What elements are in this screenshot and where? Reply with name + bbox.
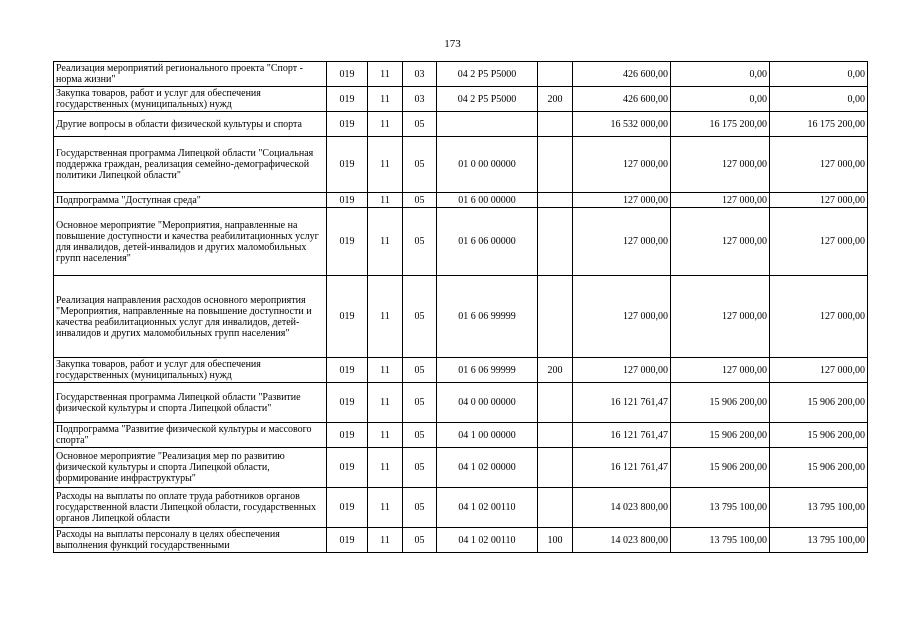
table-row [54,448,868,488]
row-sum-year1-cell: 426 600,00 [573,87,671,112]
row-name-cell: Основное мероприятие "Мероприятия, направленные на повышение доступности и качества реабилитационных услуг для инвалидов, детей-инвалидов и других маломобильных групп населения" [54,208,327,276]
row-target-article-cell [437,112,538,137]
row-sum-year2-cell: 15 906 200,00 [671,423,770,448]
row-target-article-cell: 04 1 02 00000 [437,448,538,488]
row-sum-year2-cell: 0,00 [671,87,770,112]
row-name-cell: Расходы на выплаты по оплате труда работников органов государственной власти Липецкой области, государственных органов Липецкой области [54,488,327,528]
row-target-article-cell: 04 2 P5 P5000 [437,62,538,87]
row-name-cell: Государственная программа Липецкой области "Развитие физической культуры и спорта Липецкой области" [54,383,327,423]
row-sum-year3-cell: 127 000,00 [770,193,868,208]
row-target-article-cell: 04 1 00 00000 [437,423,538,448]
row-subsection-cell: 05 [403,193,437,208]
row-grbs-cell: 019 [327,62,368,87]
row-expense-type-cell [538,112,573,137]
row-sum-year2-cell: 13 795 100,00 [671,488,770,528]
row-subsection-cell: 05 [403,112,437,137]
row-sum-year3-cell: 127 000,00 [770,137,868,193]
row-grbs-cell: 019 [327,276,368,358]
row-subsection-cell: 05 [403,208,437,276]
row-sum-year3-cell: 127 000,00 [770,358,868,383]
row-sum-year3-cell: 15 906 200,00 [770,448,868,488]
row-sum-year1-cell: 14 023 800,00 [573,488,671,528]
row-section-cell: 11 [368,448,403,488]
row-sum-year1-cell: 16 121 761,47 [573,423,671,448]
table-row [54,423,868,448]
row-sum-year1-cell: 127 000,00 [573,276,671,358]
row-sum-year1-cell: 127 000,00 [573,193,671,208]
row-grbs-cell: 019 [327,137,368,193]
row-name-cell: Закупка товаров, работ и услуг для обеспечения государственных (муниципальных) нужд [54,358,327,383]
row-expense-type-cell [538,383,573,423]
row-sum-year2-cell: 16 175 200,00 [671,112,770,137]
row-sum-year2-cell: 127 000,00 [671,137,770,193]
row-subsection-cell: 05 [403,488,437,528]
row-target-article-cell: 01 6 06 99999 [437,358,538,383]
row-section-cell: 11 [368,488,403,528]
row-sum-year2-cell: 127 000,00 [671,358,770,383]
row-grbs-cell: 019 [327,383,368,423]
row-grbs-cell: 019 [327,448,368,488]
row-expense-type-cell [538,488,573,528]
row-expense-type-cell: 200 [538,358,573,383]
row-name-cell: Государственная программа Липецкой области "Социальная поддержка граждан, реализация семейно-демографической политики Липецкой области" [54,137,327,193]
row-sum-year3-cell: 127 000,00 [770,276,868,358]
row-section-cell: 11 [368,87,403,112]
table-row [54,488,868,528]
row-sum-year3-cell: 0,00 [770,87,868,112]
table-row [54,383,868,423]
row-sum-year1-cell: 16 532 000,00 [573,112,671,137]
row-target-article-cell: 01 0 00 00000 [437,137,538,193]
table-row [54,358,868,383]
row-target-article-cell: 04 2 P5 P5000 [437,87,538,112]
row-section-cell: 11 [368,137,403,193]
row-section-cell: 11 [368,423,403,448]
row-sum-year3-cell: 16 175 200,00 [770,112,868,137]
table-row [54,137,868,193]
row-name-cell: Реализация мероприятий регионального проекта "Спорт - норма жизни" [54,62,327,87]
row-sum-year2-cell: 15 906 200,00 [671,448,770,488]
row-subsection-cell: 05 [403,423,437,448]
row-subsection-cell: 05 [403,448,437,488]
table-row [54,528,868,553]
row-grbs-cell: 019 [327,528,368,553]
row-target-article-cell: 01 6 00 00000 [437,193,538,208]
table-row [54,193,868,208]
row-name-cell: Реализация направления расходов основного мероприятия "Мероприятия, направленные на повышение доступности и качества реабилитационных услуг для инвалидов, детей-инвалидов и других маломобильных групп населения" [54,276,327,358]
row-grbs-cell: 019 [327,112,368,137]
row-section-cell: 11 [368,208,403,276]
row-name-cell: Подпрограмма "Доступная среда" [54,193,327,208]
row-name-cell: Закупка товаров, работ и услуг для обеспечения государственных (муниципальных) нужд [54,87,327,112]
row-target-article-cell: 04 1 02 00110 [437,528,538,553]
row-sum-year3-cell: 127 000,00 [770,208,868,276]
row-sum-year2-cell: 127 000,00 [671,276,770,358]
row-section-cell: 11 [368,358,403,383]
table-row [54,276,868,358]
row-sum-year1-cell: 16 121 761,47 [573,383,671,423]
table-row [54,208,868,276]
row-name-cell: Основное мероприятие "Реализация мер по развитию физической культуры и спорта Липецкой области, формирование инфраструктуры" [54,448,327,488]
row-target-article-cell: 04 1 02 00110 [437,488,538,528]
row-expense-type-cell: 200 [538,87,573,112]
row-target-article-cell: 01 6 06 99999 [437,276,538,358]
table-row [54,112,868,137]
row-subsection-cell: 05 [403,383,437,423]
row-sum-year1-cell: 14 023 800,00 [573,528,671,553]
row-expense-type-cell [538,276,573,358]
row-target-article-cell: 04 0 00 00000 [437,383,538,423]
row-sum-year1-cell: 127 000,00 [573,137,671,193]
row-grbs-cell: 019 [327,358,368,383]
row-grbs-cell: 019 [327,87,368,112]
row-name-cell: Другие вопросы в области физической культуры и спорта [54,112,327,137]
page-number: 173 [444,38,461,50]
row-expense-type-cell [538,448,573,488]
row-section-cell: 11 [368,62,403,87]
row-sum-year3-cell: 13 795 100,00 [770,528,868,553]
row-section-cell: 11 [368,528,403,553]
row-sum-year1-cell: 127 000,00 [573,358,671,383]
row-grbs-cell: 019 [327,193,368,208]
row-subsection-cell: 05 [403,528,437,553]
row-sum-year2-cell: 0,00 [671,62,770,87]
row-subsection-cell: 05 [403,276,437,358]
table-row [54,87,868,112]
row-sum-year1-cell: 16 121 761,47 [573,448,671,488]
row-section-cell: 11 [368,193,403,208]
row-grbs-cell: 019 [327,488,368,528]
budget-table [53,61,868,553]
row-sum-year2-cell: 15 906 200,00 [671,383,770,423]
row-subsection-cell: 03 [403,62,437,87]
row-sum-year1-cell: 426 600,00 [573,62,671,87]
row-expense-type-cell [538,193,573,208]
row-expense-type-cell [538,208,573,276]
row-sum-year2-cell: 127 000,00 [671,193,770,208]
row-expense-type-cell [538,137,573,193]
row-sum-year2-cell: 13 795 100,00 [671,528,770,553]
row-grbs-cell: 019 [327,423,368,448]
row-target-article-cell: 01 6 06 00000 [437,208,538,276]
row-section-cell: 11 [368,383,403,423]
row-section-cell: 11 [368,276,403,358]
row-grbs-cell: 019 [327,208,368,276]
row-sum-year2-cell: 127 000,00 [671,208,770,276]
row-section-cell: 11 [368,112,403,137]
table-row [54,62,868,87]
row-expense-type-cell [538,423,573,448]
row-subsection-cell: 05 [403,358,437,383]
row-expense-type-cell [538,62,573,87]
row-expense-type-cell: 100 [538,528,573,553]
row-sum-year3-cell: 13 795 100,00 [770,488,868,528]
row-sum-year3-cell: 15 906 200,00 [770,383,868,423]
row-sum-year3-cell: 15 906 200,00 [770,423,868,448]
row-subsection-cell: 03 [403,87,437,112]
row-name-cell: Расходы на выплаты персоналу в целях обеспечения выполнения функций государственными [54,528,327,553]
row-sum-year1-cell: 127 000,00 [573,208,671,276]
row-name-cell: Подпрограмма "Развитие физической культуры и массового спорта" [54,423,327,448]
row-sum-year3-cell: 0,00 [770,62,868,87]
row-subsection-cell: 05 [403,137,437,193]
